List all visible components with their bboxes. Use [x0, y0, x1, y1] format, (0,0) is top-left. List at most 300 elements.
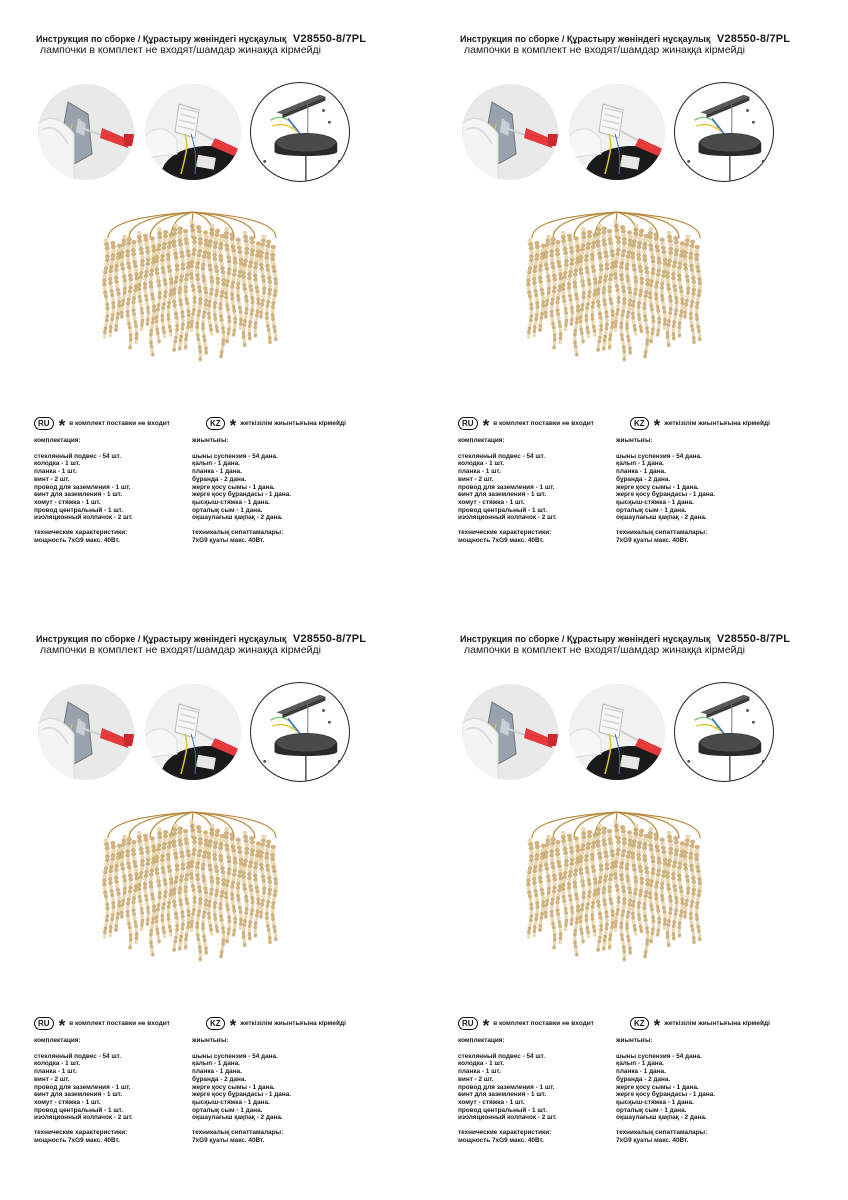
- crystal-bead: [173, 883, 177, 887]
- crystal-bead: [695, 861, 700, 865]
- crystal-bead: [605, 322, 609, 326]
- crystal-bead: [550, 861, 555, 865]
- crystal-bead: [581, 887, 585, 891]
- crystal-bead: [259, 250, 264, 254]
- wire-terminal-screwdriver-icon: [38, 684, 134, 780]
- crystal-bead: [688, 252, 693, 256]
- crystal-bead: [210, 331, 214, 335]
- crystal-bead: [180, 254, 185, 258]
- crystal-bead: [578, 867, 583, 871]
- crystal-bead: [665, 871, 670, 875]
- crystal-bead: [129, 341, 133, 345]
- crystal-bead: [573, 880, 578, 884]
- crystal-bead: [125, 249, 130, 253]
- crystal-bead: [697, 873, 702, 877]
- crystal-bead: [564, 923, 568, 927]
- crystal-bead: [255, 913, 259, 917]
- crystal-bead: [178, 342, 182, 346]
- crystal-bead: [535, 253, 540, 257]
- crystal-bead: [163, 294, 167, 298]
- crystal-bead: [158, 895, 162, 899]
- crystal-bead: [137, 287, 141, 291]
- crystal-bead: [569, 846, 574, 850]
- crystal-bead: [173, 823, 178, 827]
- crystal-bead: [195, 265, 200, 269]
- crystal-bead: [680, 297, 684, 301]
- crystal-bead: [221, 346, 225, 350]
- crystal-bead: [539, 884, 543, 888]
- crystal-bead: [632, 867, 637, 871]
- crystal-bead: [202, 254, 207, 258]
- crystal-bead: [640, 881, 644, 885]
- crystal-bead: [121, 242, 126, 246]
- contents-item: жерге қосу сымы - 1 дана.: [616, 1083, 699, 1091]
- crystal-bead: [574, 948, 578, 952]
- crystal-bead: [169, 933, 173, 937]
- crystal-bead: [680, 841, 685, 845]
- crystal-bead: [126, 861, 131, 865]
- contents-item: стеклянный подвес - 54 шт.: [34, 1052, 122, 1060]
- crystal-bead: [608, 281, 612, 285]
- crystal-bead: [648, 887, 652, 891]
- crystal-bead: [271, 245, 276, 249]
- crystal-bead: [178, 890, 182, 894]
- crystal-bead: [651, 927, 655, 931]
- crystal-bead: [262, 282, 266, 286]
- crystal-bead: [137, 835, 142, 839]
- crystal-bead: [192, 904, 196, 908]
- crystal-bead: [108, 933, 112, 937]
- crystal-bead: [208, 923, 212, 927]
- crystal-bead: [221, 330, 225, 334]
- crystal-bead: [534, 293, 538, 297]
- crystal-bead: [551, 869, 556, 873]
- crystal-bead: [599, 315, 603, 319]
- crystal-bead: [632, 299, 636, 303]
- crystal-bead: [201, 274, 206, 278]
- crystal-bead: [642, 242, 647, 246]
- crystal-bead: [649, 847, 654, 851]
- tech-heading-kz: техникалық сипаттамалары:: [192, 1129, 284, 1137]
- crystal-bead: [242, 831, 247, 835]
- crystal-bead: [218, 302, 222, 306]
- crystal-bead: [631, 259, 636, 263]
- crystal-bead: [160, 254, 165, 258]
- crystal-bead: [111, 853, 116, 857]
- model-number: V28550-8/7PL: [716, 633, 791, 645]
- crystal-bead: [564, 927, 568, 931]
- crystal-bead: [104, 842, 109, 846]
- crystal-bead: [108, 277, 113, 281]
- crystal-bead: [127, 865, 132, 869]
- crystal-bead: [207, 259, 212, 263]
- crystal-bead: [550, 897, 554, 901]
- model-number: V28550-8/7PL: [716, 33, 791, 45]
- crystal-bead: [695, 301, 699, 305]
- crystal-bead: [174, 935, 178, 939]
- crystal-bead: [105, 850, 110, 854]
- crystal-bead: [639, 873, 644, 877]
- crystal-bead: [270, 857, 275, 861]
- crystal-bead: [638, 865, 643, 869]
- crystal-bead: [552, 929, 556, 933]
- crystal-bead: [581, 835, 586, 839]
- crystal-bead: [242, 935, 246, 939]
- crystal-bead: [135, 928, 139, 932]
- crystal-bead: [625, 318, 629, 322]
- crystal-bead: [591, 921, 595, 925]
- crystal-bead: [527, 930, 531, 934]
- crystal-bead: [104, 894, 108, 898]
- crystal-bead: [642, 902, 646, 906]
- crystal-bead: [213, 313, 217, 317]
- crystal-bead: [662, 858, 667, 862]
- crystal-bead: [273, 289, 277, 293]
- crystal-bead: [248, 920, 252, 924]
- crystal-bead: [120, 846, 125, 850]
- crystal-bead: [163, 230, 168, 234]
- crystal-bead: [587, 334, 591, 338]
- crystal-bead: [668, 895, 672, 899]
- crystal-bead: [527, 238, 532, 242]
- crystal-bead: [637, 905, 641, 909]
- crystal-bead: [649, 903, 653, 907]
- crystal-bead: [267, 292, 271, 296]
- crystal-bead: [184, 341, 188, 345]
- crystal-bead: [673, 316, 677, 320]
- crystal-bead: [538, 276, 543, 280]
- crystal-bead: [224, 835, 229, 839]
- crystal-bead: [631, 911, 635, 915]
- crystal-bead: [642, 846, 647, 850]
- crystal-bead: [109, 265, 114, 269]
- crystal-bead: [602, 946, 606, 950]
- crystal-bead: [597, 939, 601, 943]
- crystal-bead: [639, 325, 643, 329]
- crystal-bead: [678, 257, 683, 261]
- crystal-bead: [526, 286, 530, 290]
- crystal-bead: [655, 248, 660, 252]
- crystal-bead: [250, 248, 255, 252]
- crystal-bead: [690, 300, 694, 304]
- crystal-bead: [567, 282, 571, 286]
- crystal-bead: [160, 862, 165, 866]
- crystal-bead: [108, 269, 113, 273]
- crystal-bead: [650, 851, 655, 855]
- crystal-bead: [599, 267, 604, 271]
- crystal-bead: [538, 924, 542, 928]
- crystal-bead: [144, 870, 149, 874]
- crystal-bead: [683, 254, 688, 258]
- crystal-bead: [250, 304, 254, 308]
- crystal-bead: [666, 335, 670, 339]
- crystal-bead: [584, 254, 589, 258]
- crystal-bead: [226, 851, 231, 855]
- crystal-bead: [621, 833, 626, 837]
- crystal-bead: [244, 895, 248, 899]
- crystal-bead: [215, 285, 219, 289]
- crystal-bead: [129, 333, 133, 337]
- crystal-bead: [189, 276, 193, 280]
- crystal-bead: [668, 843, 673, 847]
- crystal-bead: [161, 926, 165, 930]
- crystal-bead: [677, 273, 682, 277]
- crystal-bead: [603, 878, 608, 882]
- crystal-bead: [245, 907, 249, 911]
- crystal-bead: [528, 842, 533, 846]
- crystal-bead: [625, 322, 629, 326]
- crystal-bead: [607, 889, 611, 893]
- crystal-bead: [242, 939, 246, 943]
- crystal-bead: [561, 891, 565, 895]
- crystal-bead: [661, 902, 665, 906]
- crystal-bead: [626, 330, 630, 334]
- crystal-bead: [185, 933, 189, 937]
- crystal-bead: [237, 850, 242, 854]
- crystal-bead: [567, 290, 571, 294]
- crystal-bead: [689, 844, 694, 848]
- crystal-bead: [527, 334, 531, 338]
- crystal-bead: [698, 933, 702, 937]
- crystal-bead: [219, 262, 224, 266]
- crystal-bead: [663, 914, 667, 918]
- crystal-bead: [628, 950, 632, 954]
- crystal-bead: [587, 282, 591, 286]
- crystal-bead: [248, 928, 252, 932]
- crystal-bead: [137, 831, 142, 835]
- crystal-bead: [108, 273, 113, 277]
- crystal-bead: [233, 320, 237, 324]
- crystal-bead: [574, 836, 579, 840]
- crystal-bead: [532, 273, 537, 277]
- crystal-bead: [244, 847, 249, 851]
- crystal-bead: [677, 873, 682, 877]
- crystal-bead: [692, 940, 696, 944]
- crystal-bead: [625, 918, 629, 922]
- crystal-bead: [584, 258, 589, 262]
- crystal-bead: [202, 934, 206, 938]
- crystal-bead: [139, 903, 143, 907]
- crystal-bead: [645, 346, 649, 350]
- crystal-bead: [219, 914, 223, 918]
- crystal-bead: [253, 265, 258, 269]
- crystal-bead: [692, 288, 696, 292]
- crystal-bead: [597, 903, 601, 907]
- crystal-bead: [591, 317, 595, 321]
- crystal-bead: [651, 863, 656, 867]
- crystal-bead: [591, 905, 595, 909]
- crystal-bead: [553, 333, 557, 337]
- crystal-bead: [539, 916, 543, 920]
- crystal-bead: [126, 305, 130, 309]
- crystal-bead: [231, 248, 236, 252]
- crystal-bead: [662, 906, 666, 910]
- crystal-bead: [563, 871, 568, 875]
- crystal-bead: [155, 271, 160, 275]
- crystal-bead: [128, 945, 132, 949]
- crystal-bead: [163, 886, 167, 890]
- crystal-bead: [110, 321, 114, 325]
- crystal-bead: [691, 896, 695, 900]
- crystal-bead: [120, 250, 125, 254]
- crystal-bead: [634, 879, 638, 883]
- crystal-bead: [660, 842, 665, 846]
- crystal-bead: [632, 235, 637, 239]
- crystal-bead: [181, 922, 185, 926]
- crystal-bead: [651, 331, 655, 335]
- crystal-bead: [189, 272, 193, 276]
- crystal-bead: [591, 865, 596, 869]
- crystal-bead: [259, 262, 264, 266]
- crystal-bead: [127, 293, 131, 297]
- crystal-bead: [552, 329, 556, 333]
- crystal-bead: [608, 297, 612, 301]
- crystal-bead: [161, 906, 165, 910]
- crystal-bead: [172, 235, 177, 239]
- crystal-bead: [545, 238, 550, 242]
- crystal-bead: [587, 886, 591, 890]
- crystal-bead: [683, 310, 687, 314]
- crystal-bead: [143, 234, 148, 238]
- crystal-bead: [668, 851, 673, 855]
- crystal-bead: [185, 845, 190, 849]
- crystal-bead: [140, 855, 145, 859]
- crystal-bead: [551, 321, 555, 325]
- crystal-bead: [102, 882, 106, 886]
- crystal-bead: [580, 875, 585, 879]
- crystal-bead: [689, 848, 694, 852]
- crystal-bead: [556, 892, 560, 896]
- crystal-bead: [622, 289, 626, 293]
- crystal-bead: [192, 248, 197, 252]
- crystal-bead: [166, 257, 171, 261]
- crystal-bead: [156, 275, 161, 279]
- crystal-bead: [586, 902, 590, 906]
- crystal-bead: [570, 318, 574, 322]
- crystal-bead: [185, 273, 190, 277]
- crystal-bead: [247, 868, 252, 872]
- crystal-bead: [605, 918, 609, 922]
- crystal-bead: [254, 333, 258, 337]
- crystal-bead: [644, 890, 648, 894]
- crystal-bead: [131, 244, 136, 248]
- crystal-bead: [650, 251, 655, 255]
- crystal-bead: [114, 276, 119, 280]
- crystal-bead: [529, 918, 533, 922]
- crystal-bead: [622, 237, 627, 241]
- crystal-bead: [122, 274, 126, 278]
- crystal-bead: [581, 231, 586, 235]
- crystal-bead: [196, 913, 200, 917]
- crystal-bead: [121, 870, 125, 874]
- crystal-bead: [249, 236, 254, 240]
- crystal-bead: [569, 866, 574, 870]
- crystal-bead: [225, 899, 229, 903]
- crystal-bead: [637, 917, 641, 921]
- crystal-bead: [190, 880, 194, 884]
- crystal-bead: [587, 238, 592, 242]
- crystal-bead: [185, 873, 190, 877]
- crystal-bead: [232, 332, 236, 336]
- crystal-bead: [628, 290, 632, 294]
- crystal-bead: [667, 343, 671, 347]
- crystal-bead: [654, 292, 658, 296]
- crystal-bead: [677, 329, 681, 333]
- crystal-bead: [219, 894, 223, 898]
- crystal-bead: [555, 300, 559, 304]
- crystal-bead: [604, 910, 608, 914]
- crystal-bead: [180, 270, 185, 274]
- crystal-bead: [645, 870, 650, 874]
- crystal-bead: [562, 275, 566, 279]
- crystal-bead: [540, 892, 544, 896]
- contents-item: хомут - стяжка - 1 шт.: [34, 498, 101, 506]
- crystal-bead: [145, 902, 149, 906]
- crystal-bead: [544, 866, 549, 870]
- crystal-bead: [184, 237, 189, 241]
- crystal-bead: [201, 322, 205, 326]
- crystal-bead: [207, 843, 212, 847]
- crystal-bead: [651, 931, 655, 935]
- crystal-bead: [244, 855, 249, 859]
- crystal-bead: [691, 928, 695, 932]
- crystal-bead: [677, 265, 682, 269]
- crystal-bead: [535, 309, 539, 313]
- contents-item: изоляционный колпачок - 2 шт.: [458, 1114, 557, 1122]
- crystal-bead: [690, 268, 695, 272]
- crystal-bead: [638, 897, 642, 901]
- crystal-bead: [557, 320, 561, 324]
- crystal-bead: [633, 271, 638, 275]
- crystal-bead: [163, 934, 167, 938]
- crystal-bead: [599, 871, 604, 875]
- crystal-bead: [267, 332, 271, 336]
- crystal-bead: [534, 241, 539, 245]
- crystal-bead: [192, 836, 197, 840]
- crystal-bead: [573, 884, 578, 888]
- crystal-bead: [183, 233, 188, 237]
- crystal-bead: [599, 927, 603, 931]
- crystal-bead: [603, 334, 607, 338]
- crystal-bead: [204, 346, 208, 350]
- crystal-bead: [654, 240, 659, 244]
- crystal-bead: [604, 310, 608, 314]
- crystal-bead: [110, 257, 115, 261]
- crystal-bead: [260, 242, 265, 246]
- crystal-bead: [128, 277, 133, 281]
- crystal-bead: [109, 289, 113, 293]
- crystal-bead: [578, 267, 583, 271]
- crystal-bead: [528, 322, 532, 326]
- crystal-bead: [111, 897, 115, 901]
- crystal-bead: [266, 900, 270, 904]
- crystal-bead: [173, 251, 178, 255]
- crystal-bead: [214, 265, 219, 269]
- crystal-bead: [210, 879, 214, 883]
- crystal-bead: [674, 852, 679, 856]
- terminal-block-screwdriver-icon: [569, 84, 665, 180]
- crystal-bead: [268, 288, 272, 292]
- crystal-bead: [568, 870, 573, 874]
- crystal-bead: [272, 321, 276, 325]
- crystal-bead: [179, 846, 184, 850]
- crystal-bead: [564, 315, 568, 319]
- crystal-bead: [242, 863, 247, 867]
- crystal-bead: [651, 319, 655, 323]
- crystal-bead: [214, 237, 219, 241]
- crystal-bead: [576, 908, 580, 912]
- crystal-bead: [611, 917, 615, 921]
